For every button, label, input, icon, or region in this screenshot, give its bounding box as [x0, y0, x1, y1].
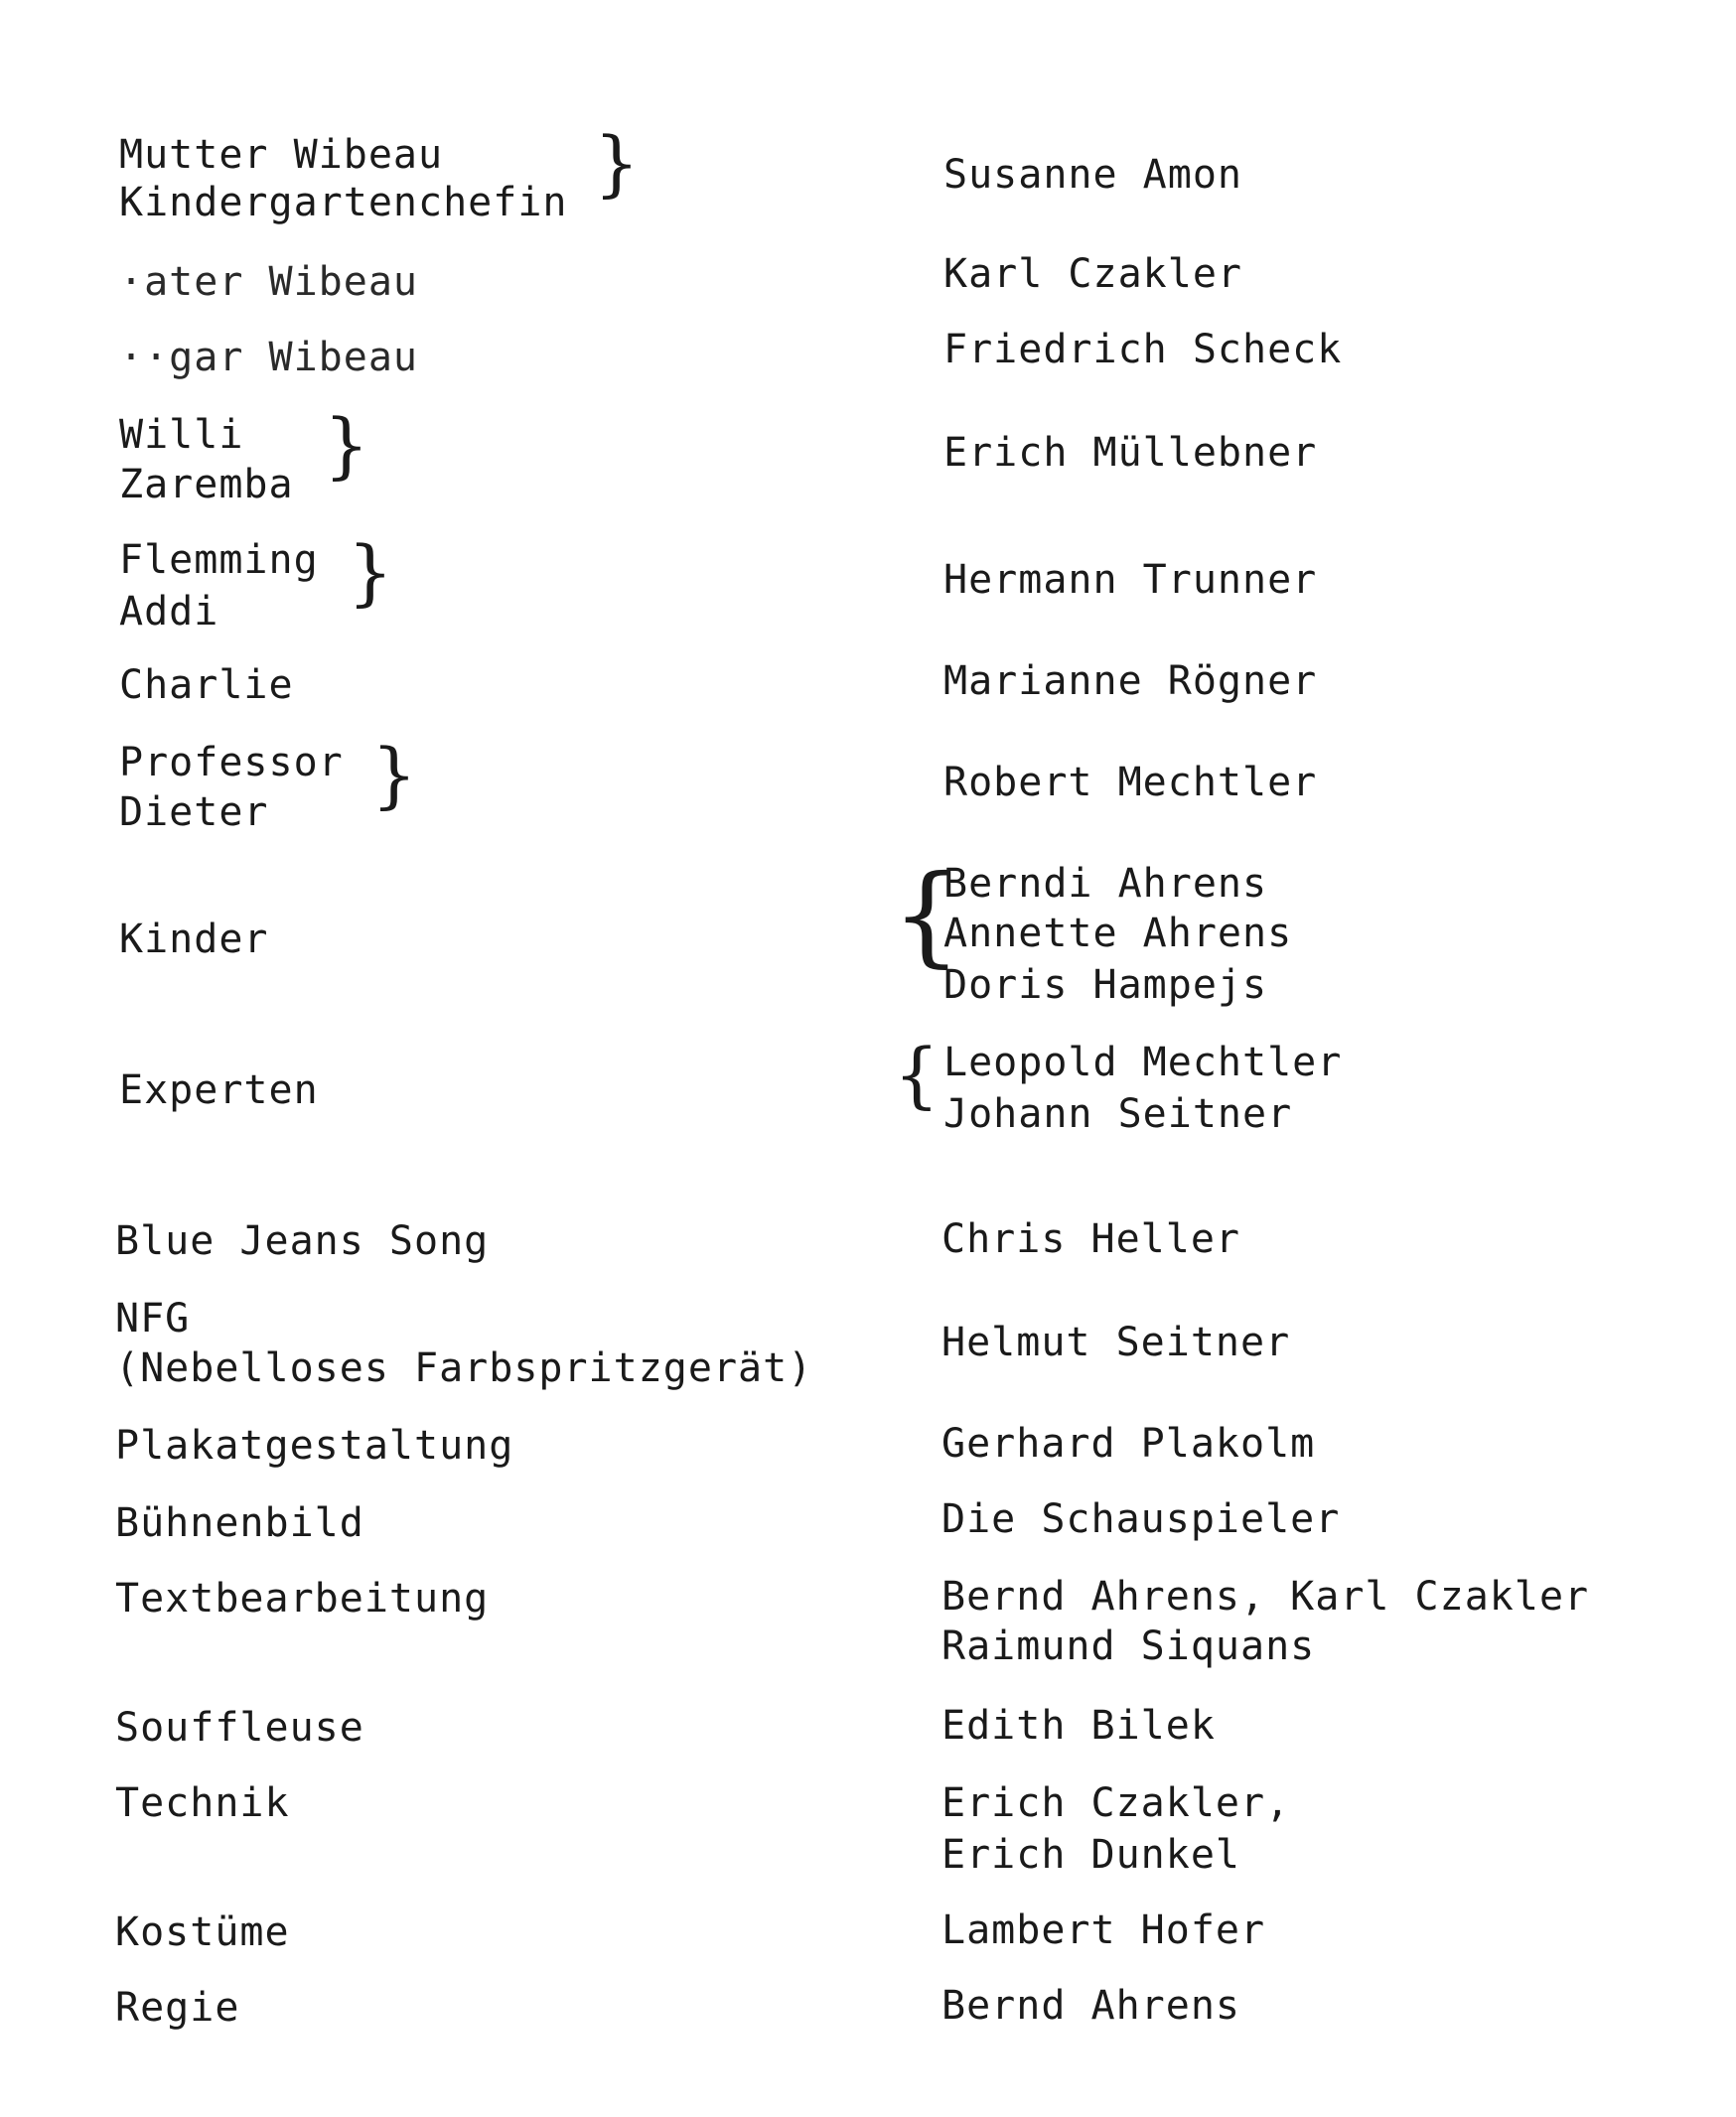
actor-johann-seitner: Johann Seitner — [943, 1091, 1293, 1137]
role-dieter: Dieter — [119, 789, 269, 835]
credit-kostueme: Kostüme — [115, 1909, 290, 1955]
role-willi: Willi — [119, 412, 244, 458]
credit-technik: Technik — [115, 1780, 290, 1826]
credit-souffleuse: Souffleuse — [115, 1705, 364, 1751]
role-kindergartenchefin: Kindergartenchefin — [119, 180, 568, 225]
role-professor: Professor — [119, 740, 344, 785]
brace-mark: } — [348, 530, 393, 614]
role-flemming: Flemming — [119, 537, 319, 583]
credit-raimund-siquans: Raimund Siquans — [941, 1623, 1316, 1669]
brace-mark: { — [894, 1033, 940, 1116]
credit-edith-bilek: Edith Bilek — [941, 1703, 1216, 1749]
actor-robert-mechtler: Robert Mechtler — [943, 760, 1318, 805]
credit-bernd-karl: Bernd Ahrens, Karl Czakler — [941, 1574, 1590, 1620]
credit-die-schauspieler: Die Schauspieler — [941, 1496, 1341, 1542]
actor-karl-czakler: Karl Czakler — [943, 251, 1242, 297]
actor-doris-hampejs: Doris Hampejs — [943, 962, 1268, 1008]
actor-leopold-mechtler: Leopold Mechtler — [943, 1040, 1343, 1085]
actor-marianne-roegner: Marianne Rögner — [943, 658, 1318, 704]
role-charlie: Charlie — [119, 662, 294, 708]
brace-mark: } — [594, 121, 640, 205]
credit-gerhard-plakolm: Gerhard Plakolm — [941, 1421, 1316, 1467]
role-experten: Experten — [119, 1067, 319, 1113]
role-kinder: Kinder — [119, 917, 269, 962]
credit-chris-heller: Chris Heller — [941, 1216, 1240, 1262]
actor-berndi-ahrens: Berndi Ahrens — [943, 861, 1268, 907]
credit-buehnenbild: Bühnenbild — [115, 1500, 364, 1546]
role-addi: Addi — [119, 589, 219, 635]
role-vater-wibeau: ·ater Wibeau — [119, 259, 418, 305]
role-zaremba: Zaremba — [119, 462, 294, 507]
role-edgar-wibeau: ··gar Wibeau — [119, 335, 418, 380]
credit-nfg-expansion: (Nebelloses Farbspritzgerät) — [115, 1345, 813, 1391]
actor-friedrich-scheck: Friedrich Scheck — [943, 327, 1343, 372]
credit-plakatgestaltung: Plakatgestaltung — [115, 1423, 514, 1469]
brace-mark: } — [371, 733, 417, 816]
credit-regie: Regie — [115, 1985, 240, 2031]
credit-erich-czakler: Erich Czakler, — [941, 1780, 1291, 1826]
actor-annette-ahrens: Annette Ahrens — [943, 911, 1293, 956]
credit-blue-jeans-song: Blue Jeans Song — [115, 1218, 490, 1264]
credit-textbearbeitung: Textbearbeitung — [115, 1576, 490, 1622]
brace-mark: { — [892, 851, 961, 978]
role-mutter-wibeau: Mutter Wibeau — [119, 132, 444, 178]
credit-lambert-hofer: Lambert Hofer — [941, 1907, 1266, 1953]
credit-erich-dunkel: Erich Dunkel — [941, 1832, 1240, 1878]
credit-nfg: NFG — [115, 1296, 191, 1341]
credit-bernd-ahrens: Bernd Ahrens — [941, 1983, 1240, 2029]
credit-helmut-seitner: Helmut Seitner — [941, 1320, 1291, 1365]
brace-mark: } — [324, 403, 369, 487]
actor-hermann-trunner: Hermann Trunner — [943, 557, 1318, 603]
actor-erich-muellebner: Erich Müllebner — [943, 430, 1318, 476]
actor-susanne-amon: Susanne Amon — [943, 152, 1242, 198]
